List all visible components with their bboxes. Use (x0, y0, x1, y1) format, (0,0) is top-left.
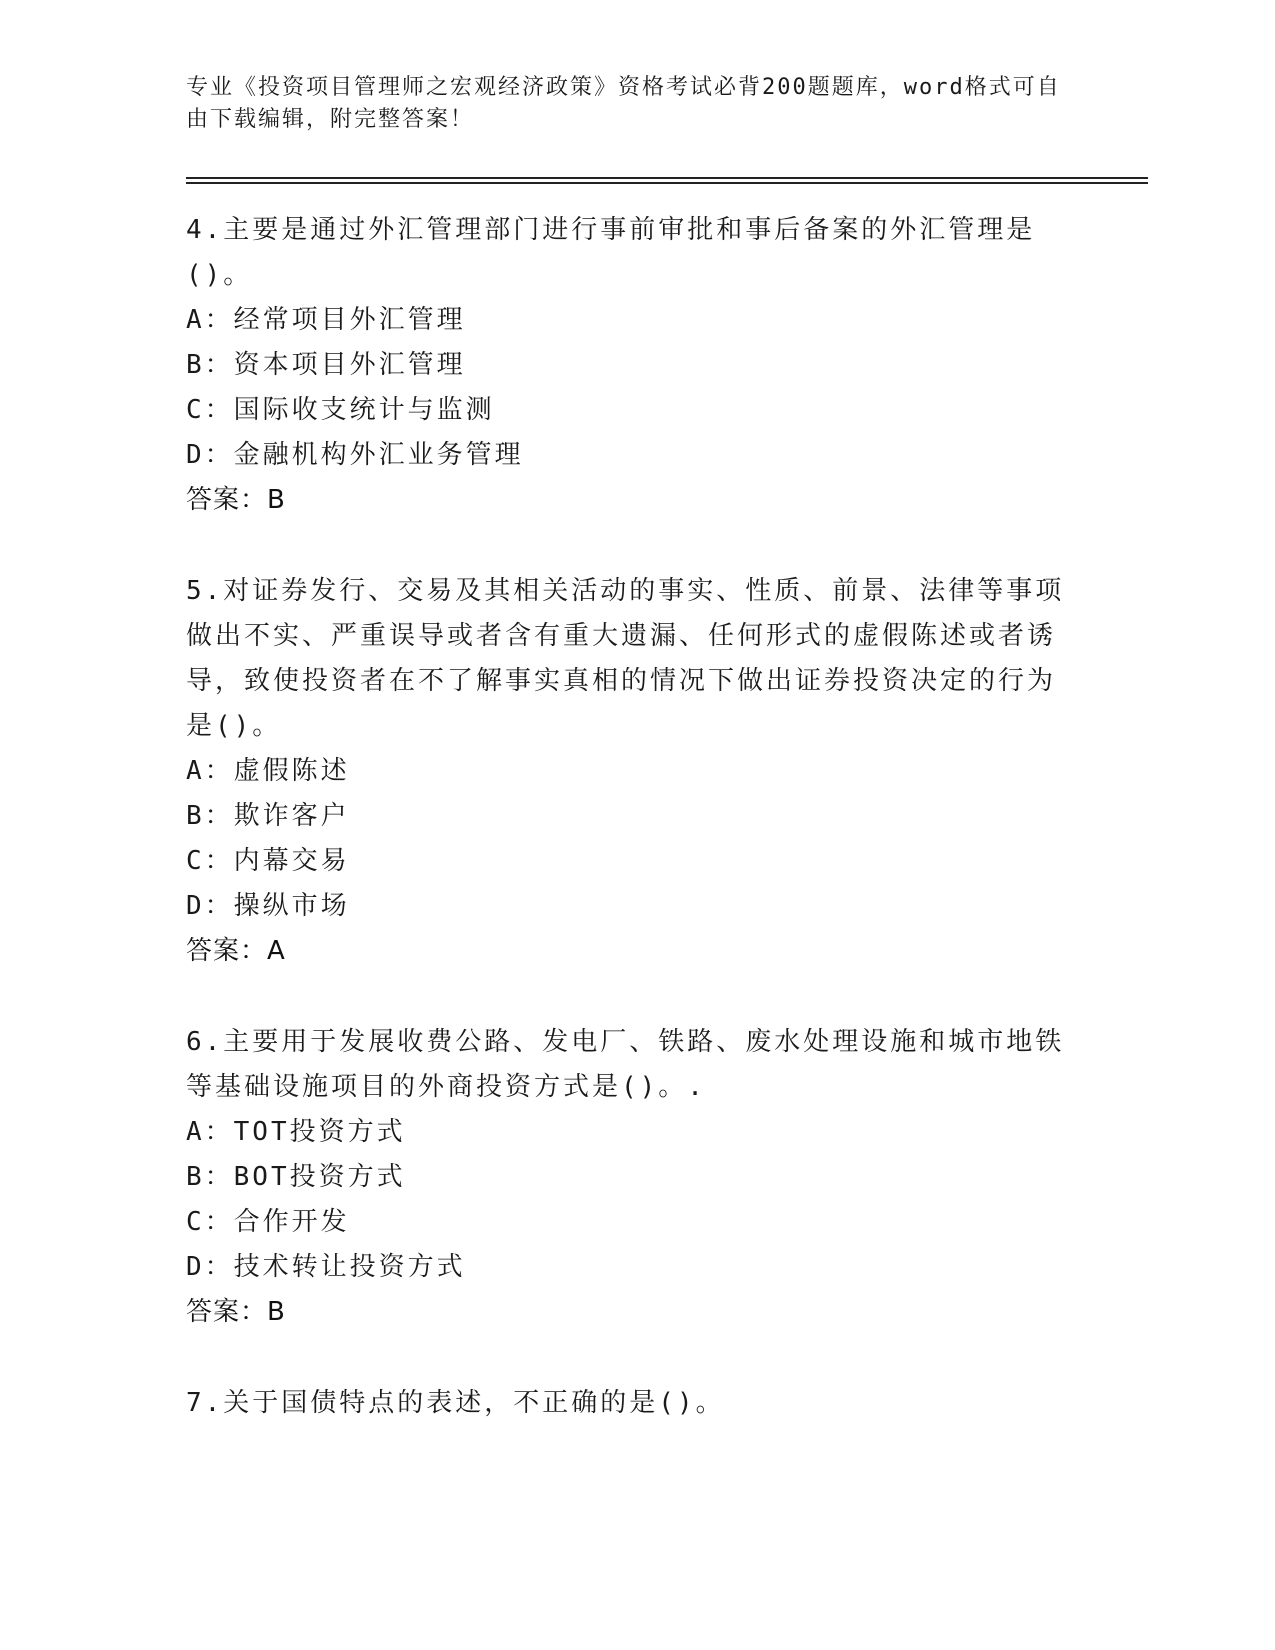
question-item (186, 1381, 1066, 1426)
option-b: B：资本项目外汇管理 (186, 350, 466, 380)
option-b: B：BOT投资方式 (186, 1162, 406, 1192)
document-header: 专业《投资项目管理师之宏观经济政策》资格考试必背200题题库，word格式可自由下载编辑，附完整答案！ (186, 75, 1061, 132)
option-c: C：国际收支统计与监测 (186, 395, 495, 425)
option-c: C：内幕交易 (186, 846, 350, 876)
question-text: 5.对证券发行、交易及其相关活动的事实、性质、前景、法律等事项做出不实、严重误导或者含有重大遗漏、任何形式的虚假陈述或者诱导，致使投资者在不了解事实真相的情况下做出证券投资决定的行为是()。 (186, 576, 1065, 741)
option-d: D：操纵市场 (186, 891, 350, 921)
question-item (186, 569, 1066, 974)
option-b: B：欺诈客户 (186, 801, 350, 831)
question-item (186, 1020, 1066, 1335)
question-list (186, 208, 1066, 1472)
header-divider-top (186, 177, 1148, 179)
option-a: A：TOT投资方式 (186, 1117, 406, 1147)
answer-line: 答案：B (186, 1297, 286, 1327)
option-c: C：合作开发 (186, 1207, 350, 1237)
question-text: 7.关于国债特点的表述，不正确的是()。 (186, 1388, 725, 1418)
answer-line: 答案：B (186, 485, 286, 515)
option-d: D：金融机构外汇业务管理 (186, 440, 524, 470)
option-a: A：经常项目外汇管理 (186, 305, 466, 335)
option-d: D：技术转让投资方式 (186, 1252, 466, 1282)
question-item (186, 208, 1066, 523)
header-divider-bottom (186, 182, 1148, 184)
answer-line: 答案：A (186, 936, 286, 966)
question-text: 6.主要用于发展收费公路、发电厂、铁路、废水处理设施和城市地铁等基础设施项目的外商投资方式是()。. (186, 1027, 1065, 1102)
question-text: 4.主要是通过外汇管理部门进行事前审批和事后备案的外汇管理是()。 (186, 215, 1036, 290)
option-a: A：虚假陈述 (186, 756, 350, 786)
